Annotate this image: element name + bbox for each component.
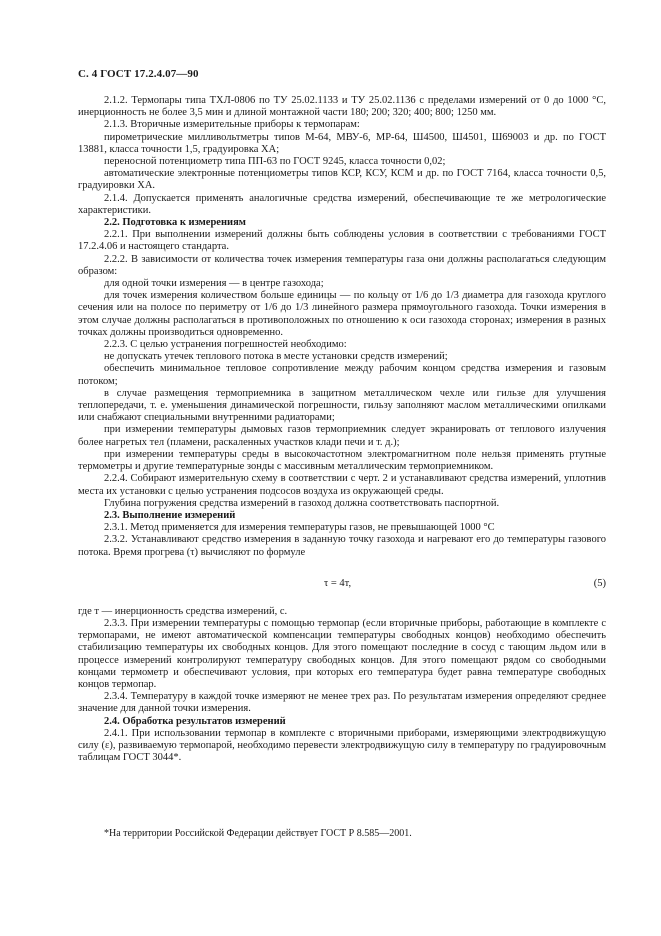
list-item-protective-sleeve: в случае размещения термоприемника в защитном металлическом чехле или гильзе для улучшения теплопередачи, т. е. уменьшения динамической погрешности, гильзу заполняют маслом металлическими опилками или снабжают специальными внутренними радиаторами; [78,387,606,424]
paragraph-2-3-3: 2.3.3. При измерении температуры с помощью термопар (если вторичные приборы, работающие в комплекте с термопарами, не имеют автоматической компенсации температуры свободных концов) необходимо обеспечить стабилизацию температуры их свободных концов. Для этого помещают последние в сосуд с тающим льдом или в процессе измерений контролируют температуру свободных концов. Для этого помещают рядом со свободными концами термометр и обеспечивают условия, при которых его температура будет равна температуре свободных концов термопар. [78,617,606,690]
formula-explanation: где т — инерционность средства измерений, с. [78,605,288,617]
formula-number: (5) [593,577,606,589]
list-item-thermal-resistance: обеспечить минимальное тепловое сопротивление между рабочим концом средства измерения и газовым потоком; [78,363,606,387]
paragraph-2-2-1: 2.2.1. При выполнении измерений должны быть соблюдены условия в соответствии с требованиями ГОСТ 17.2.4.06 и настоящего стандарта. [78,229,606,253]
list-item-single-point: для одной точки измерения — в центре газохода; [104,278,324,290]
paragraph-2-3-4: 2.3.4. Температуру в каждой точке измеряют не менее трех раз. По результатам измерения определяют среднее значение для данной точки измерения. [78,691,606,715]
paragraph-2-3-1: 2.3.1. Метод применяется для измерения температуры газов, не превышающей 1000 °С [104,522,495,534]
list-item-flue-gas-shielding: при измерении температуры дымовых газов термоприемник следует экранировать от теплового излучения более нагретых тел (пламени, раскаленных участков клади печи и т. д.); [78,424,606,448]
paragraph-2-4-1: 2.4.1. При использовании термопар в комплекте с вторичными приборами, измеряющими электродвижущую силу (ε), развиваемую термопарой, необходимо перевести электродвижущую силу в температуру по градуировочным таблицам ГОСТ 3044*. [78,727,606,764]
section-heading-2-4: 2.4. Обработка результатов измерений [104,715,286,727]
formula-expression: τ = 4т, [324,577,352,589]
section-heading-2-2: 2.2. Подготовка к измерениям [104,217,246,229]
formula-5 [78,569,606,599]
list-item-hf-field: при измерении температуры среды в высокочастотном электромагнитном поле нельзя применять ртутные термометры и другие температурные зонды с массивным металлическим термоприемником. [78,448,606,473]
paragraph-2-3-2: 2.3.2. Устанавливают средство измерения в заданную точку газохода и нагревают его до температуры газового потока. Время прогрева (τ) вычисляют по формуле [78,534,606,558]
paragraph-2-2-4: 2.2.4. Собирают измерительную схему в соответствии с черт. 2 и устанавливают средства измерений, уплотнив места их установки с целью устранения подсосов воздуха из окружающей среды. [78,473,606,497]
paragraph-2-1-4: 2.1.4. Допускается применять аналогичные средства измерений, обеспечивающие те же метрологические характеристики. [78,192,606,216]
paragraph-2-2-3: 2.2.3. С целью устранения погрешностей необходимо: [104,339,347,351]
paragraph-2-1-2: 2.1.2. Термопары типа ТХЛ-0806 по ТУ 25.02.1133 и ТУ 25.02.1136 с пределами измерений от 0 до 1000 °С, инерционность не более 3,5 мин и длиной монтажной части 180; 200; 320; 400; 800; 1250 мм. [78,95,606,119]
list-item-multiple-points: для точек измерения количеством больше единицы — по кольцу от 1/6 до 1/3 диаметра для газохода круглого сечения или на полосе по периметру от 1/6 до 1/3 линейного размера прямоугольного газохода. Точки измерения в этом случае должны располагаться в противоположных по отношению к оси газохода сторонах; измерения в разных точках должны производиться одновременно. [78,290,606,338]
document-body [78,95,606,764]
paragraph-2-2-2: 2.2.2. В зависимости от количества точек измерения температуры газа они должны располагаться следующим образом: [78,253,606,277]
page-header: С. 4 ГОСТ 17.2.4.07—90 [78,68,199,80]
list-item-millivoltmeters: пирометрические милливольтметры типов М-64, МВУ-6, МР-64, Ш4500, Ш4501, Ш69003 и др. по ГОСТ 13881, класса точности 1,5, градуировка ХА; [78,131,606,155]
section-heading-2-3: 2.3. Выполнение измерений [104,509,236,521]
paragraph-2-1-3: 2.1.3. Вторичные измерительные приборы к термопарам: [104,119,360,131]
paragraph-immersion-depth: Глубина погружения средства измерений в газоход должна соответствовать паспортной. [104,497,500,509]
list-item-heat-leak: не допускать утечек теплового потока в месте установки средств измерений; [104,351,448,363]
list-item-portable-potentiometer: переносной потенциометр типа ПП-63 по ГОСТ 9245, класса точности 0,02; [104,156,446,168]
list-item-auto-potentiometers: автоматические электронные потенциометры типов КСР, КСУ, КСМ и др. по ГОСТ 7164, класса точности 0,5, градуировки ХА. [78,168,606,192]
footnote: *На территории Российской Федерации действует ГОСТ Р 8.585—2001. [104,828,412,839]
